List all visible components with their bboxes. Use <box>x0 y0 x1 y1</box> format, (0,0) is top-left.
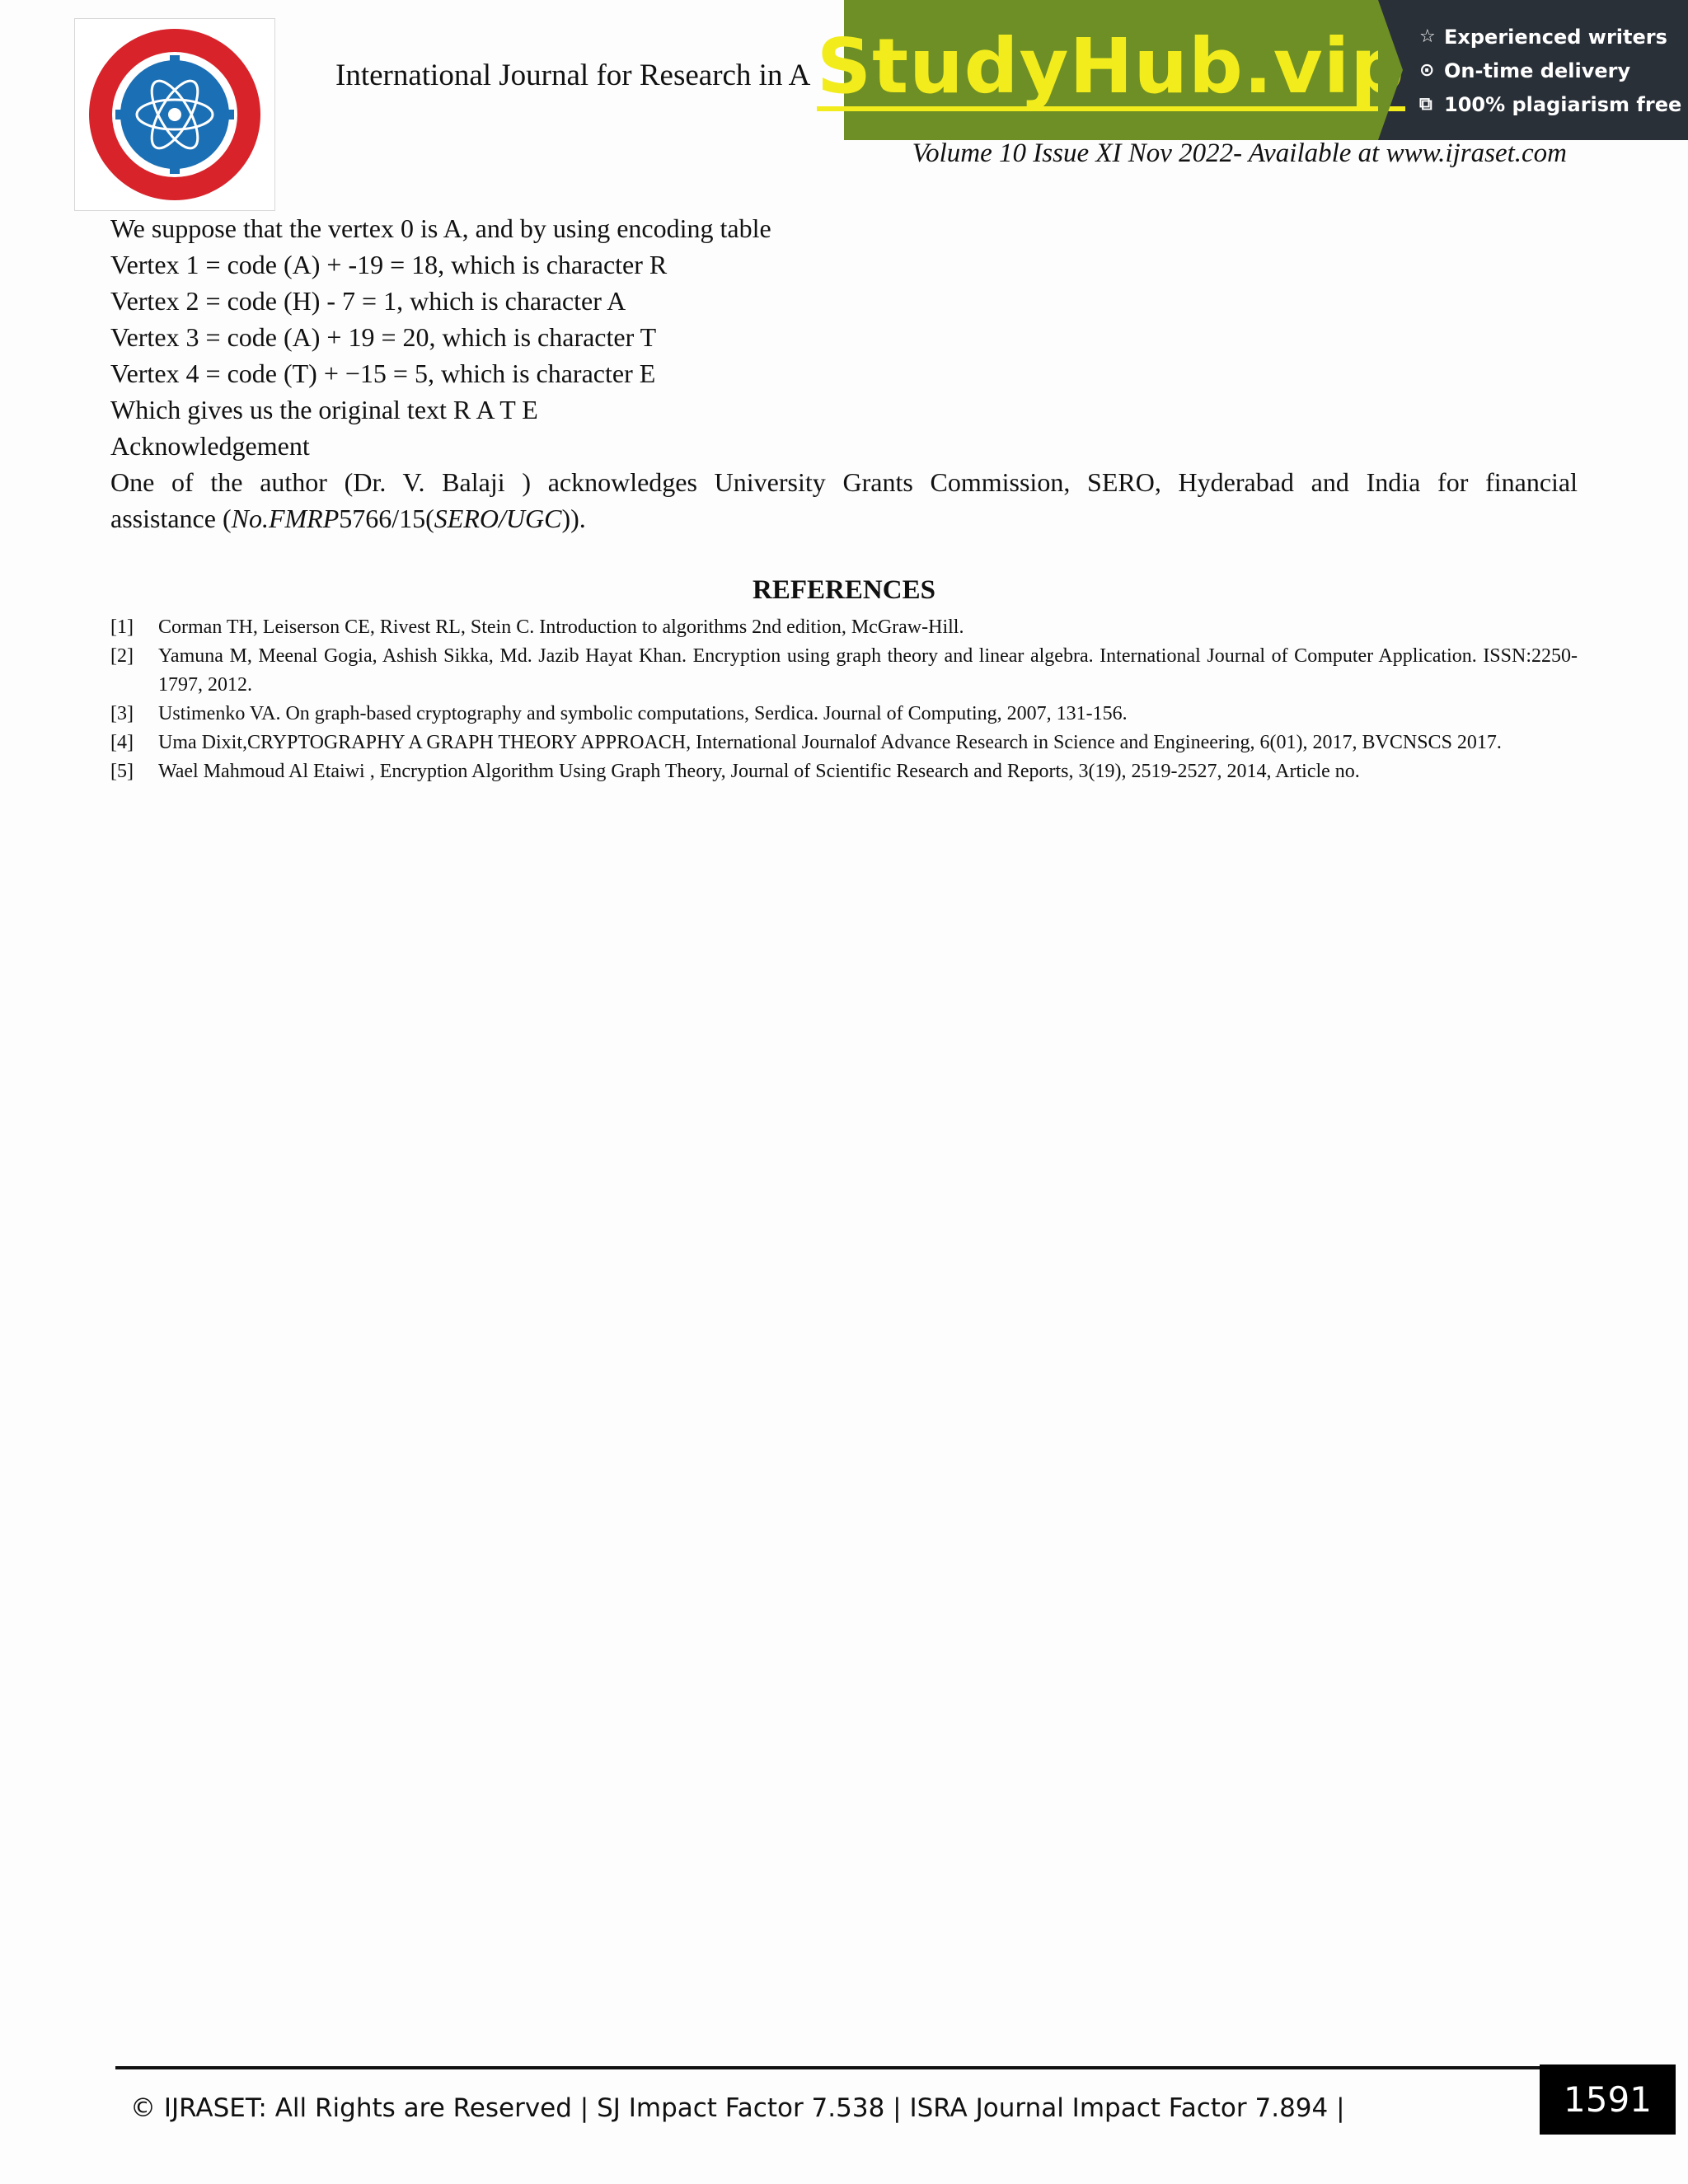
banner-brand[interactable]: StudyHub.vip <box>816 22 1406 110</box>
journal-logo <box>74 18 275 211</box>
reference-item <box>110 757 1578 786</box>
reference-number: [4] <box>110 732 134 753</box>
star-icon: ☆ <box>1419 26 1436 47</box>
journal-title: International Journal for Research in A <box>335 59 811 92</box>
ack-text: )). <box>561 504 586 533</box>
footer-divider <box>115 2066 1541 2069</box>
reference-text: Corman TH, Leiserson CE, Rivest RL, Stein C. Introduction to algorithms 2nd edition, McGraw-Hill. <box>158 616 964 638</box>
reference-number: [1] <box>110 616 134 638</box>
volume-line: Volume 10 Issue XI Nov 2022- Available at www.ijraset.com <box>912 138 1567 168</box>
reference-text: Yamuna M, Meenal Gogia, Ashish Sikka, Md. Jazib Hayat Khan. Encryption using graph theory and linear algebra. International Journal of Computer Application. ISSN:2250-1797, 2012. <box>158 645 1578 696</box>
references-heading: REFERENCES <box>753 575 935 605</box>
banner-feature-plagiarism <box>1419 87 1688 121</box>
ack-grant-code: No.FMRP <box>231 504 340 533</box>
ack-grant-agency: SERO/UGC <box>434 504 562 533</box>
reference-item <box>110 642 1578 700</box>
body-line: Which gives us the original text R A T E <box>110 395 538 424</box>
acknowledgement-line <box>110 500 1578 537</box>
banner-feature-label: On-time delivery <box>1444 59 1631 82</box>
body-line: Vertex 3 = code (A) + 19 = 20, which is character T <box>110 322 657 352</box>
ack-text: 5766/15( <box>339 504 434 533</box>
reference-text: Wael Mahmoud Al Etaiwi , Encryption Algorithm Using Graph Theory, Journal of Scientific Research and Reports, 3(19), 2519-2527, 2014, Article no. <box>158 761 1360 782</box>
banner-feature-label: 100% plagiarism free <box>1444 92 1682 116</box>
acknowledgement-line: One of the author (Dr. V. Balaji ) acknowledges University Grants Commission, SERO, Hyderabad and India for financial <box>110 467 1578 497</box>
reference-text: Uma Dixit,CRYPTOGRAPHY A GRAPH THEORY APPROACH, International Journalof Advance Research in Science and Engineering, 6(01), 2017, BVCNSCS 2017. <box>158 732 1502 753</box>
page-number: 1591 <box>1540 2064 1676 2135</box>
ack-text: assistance ( <box>110 504 232 533</box>
banner-brand-panel[interactable] <box>816 0 1406 140</box>
reference-number: [2] <box>110 645 134 667</box>
body-line: Vertex 1 = code (A) + -19 = 18, which is character R <box>110 250 668 279</box>
body-line: We suppose that the vertex 0 is A, and by using encoding table <box>110 213 771 243</box>
reference-item <box>110 729 1578 757</box>
ijraset-seal-icon <box>84 24 265 205</box>
copy-icon: ⧉ <box>1419 94 1432 115</box>
body-text <box>110 210 1578 537</box>
body-line: Vertex 2 = code (H) - 7 = 1, which is character A <box>110 286 626 316</box>
reference-number: [5] <box>110 761 134 782</box>
banner-features <box>1378 0 1688 140</box>
clock-icon: ⊙ <box>1419 60 1435 81</box>
reference-item <box>110 700 1578 729</box>
banner-feature-label: Experienced writers <box>1444 25 1667 49</box>
banner-feature-delivery <box>1419 54 1688 87</box>
references-list <box>110 613 1578 786</box>
banner-feature-writers <box>1419 20 1688 54</box>
reference-text: Ustimenko VA. On graph-based cryptography and symbolic computations, Serdica. Journal of Computing, 2007, 131-156. <box>158 703 1128 724</box>
studyhub-banner[interactable] <box>816 0 1688 140</box>
reference-number: [3] <box>110 703 134 724</box>
reference-item <box>110 613 1578 642</box>
body-line: Vertex 4 = code (T) + −15 = 5, which is character E <box>110 359 656 388</box>
footer-copyright: © IJRASET: All Rights are Reserved | SJ Impact Factor 7.538 | ISRA Journal Impact Factor 7.894 | <box>130 2093 1345 2123</box>
section-heading-acknowledgement: Acknowledgement <box>110 431 310 461</box>
